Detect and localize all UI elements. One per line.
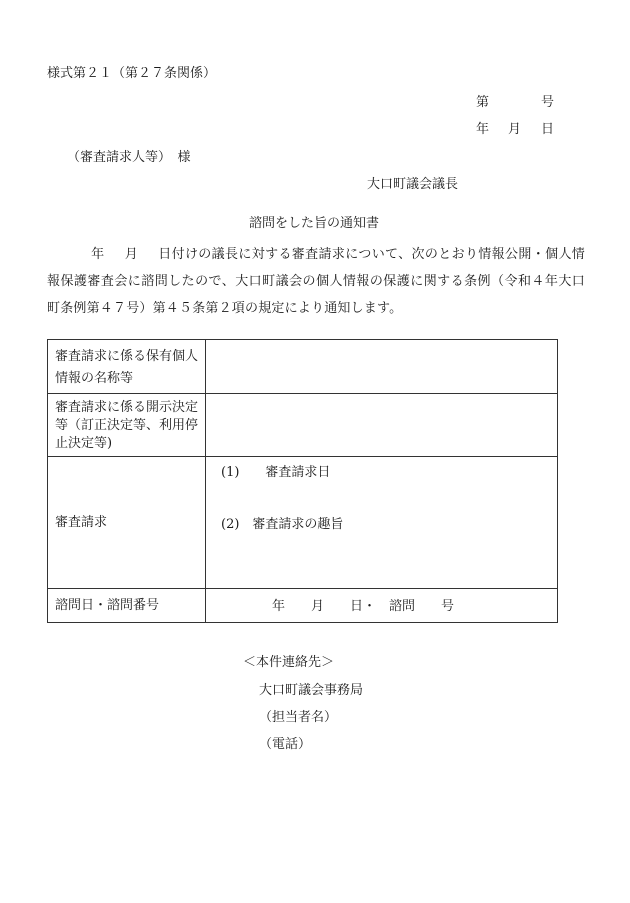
contact-phone: （電話）	[259, 737, 312, 752]
body-year-label: 年	[91, 247, 105, 262]
table-label-request: 審査請求	[48, 457, 206, 589]
table-row	[48, 340, 558, 394]
body-month-label: 月	[124, 247, 139, 262]
recipient: （審査請求人等） 様	[67, 150, 191, 165]
body-paragraph	[47, 241, 585, 322]
contact-person: （担当者名）	[259, 710, 338, 725]
date-day-label: 日	[541, 122, 555, 137]
table-value-disclosure-decision	[206, 394, 558, 457]
document-number-suffix: 号	[541, 95, 555, 110]
body-text: 日付けの議長に対する審査請求について、次のとおり情報公開・個人情報保護審査会に諮問したので、大口町議会の個人情報の保護に関する条例（令和４年大口町条例第４７号）第４５条第２項の規定により通知します。	[47, 247, 586, 316]
contact-office: 大口町議会事務局	[259, 683, 364, 698]
table-label-info-name: 審査請求に係る保有個人情報の名称等	[48, 340, 206, 394]
notice-table	[47, 339, 558, 623]
contact-heading: ＜本件連絡先＞	[243, 655, 335, 670]
table-row	[48, 457, 558, 589]
request-date-item: (1) 審査請求日	[221, 465, 331, 480]
sender: 大口町議会議長	[367, 177, 459, 192]
request-purpose-item: (2) 審査請求の趣旨	[221, 517, 344, 532]
table-value-request	[206, 457, 558, 589]
form-number: 様式第２１（第２７条関係）	[47, 66, 217, 81]
table-row	[48, 394, 558, 457]
date-year-label: 年	[476, 122, 490, 137]
table-value-consultation	[206, 589, 558, 623]
table-label-consultation: 諮問日・諮問番号	[48, 589, 206, 623]
document-number-prefix: 第	[476, 95, 490, 110]
table-row	[48, 589, 558, 623]
table-value-info-name	[206, 340, 558, 394]
document-title: 諮問をした旨の通知書	[249, 216, 380, 231]
date-month-label: 月	[508, 122, 522, 137]
table-label-disclosure-decision: 審査請求に係る開示決定等（訂正決定等、利用停止決定等)	[48, 394, 206, 457]
consultation-date-number: 年 月 日・ 諮問 号	[272, 599, 455, 614]
